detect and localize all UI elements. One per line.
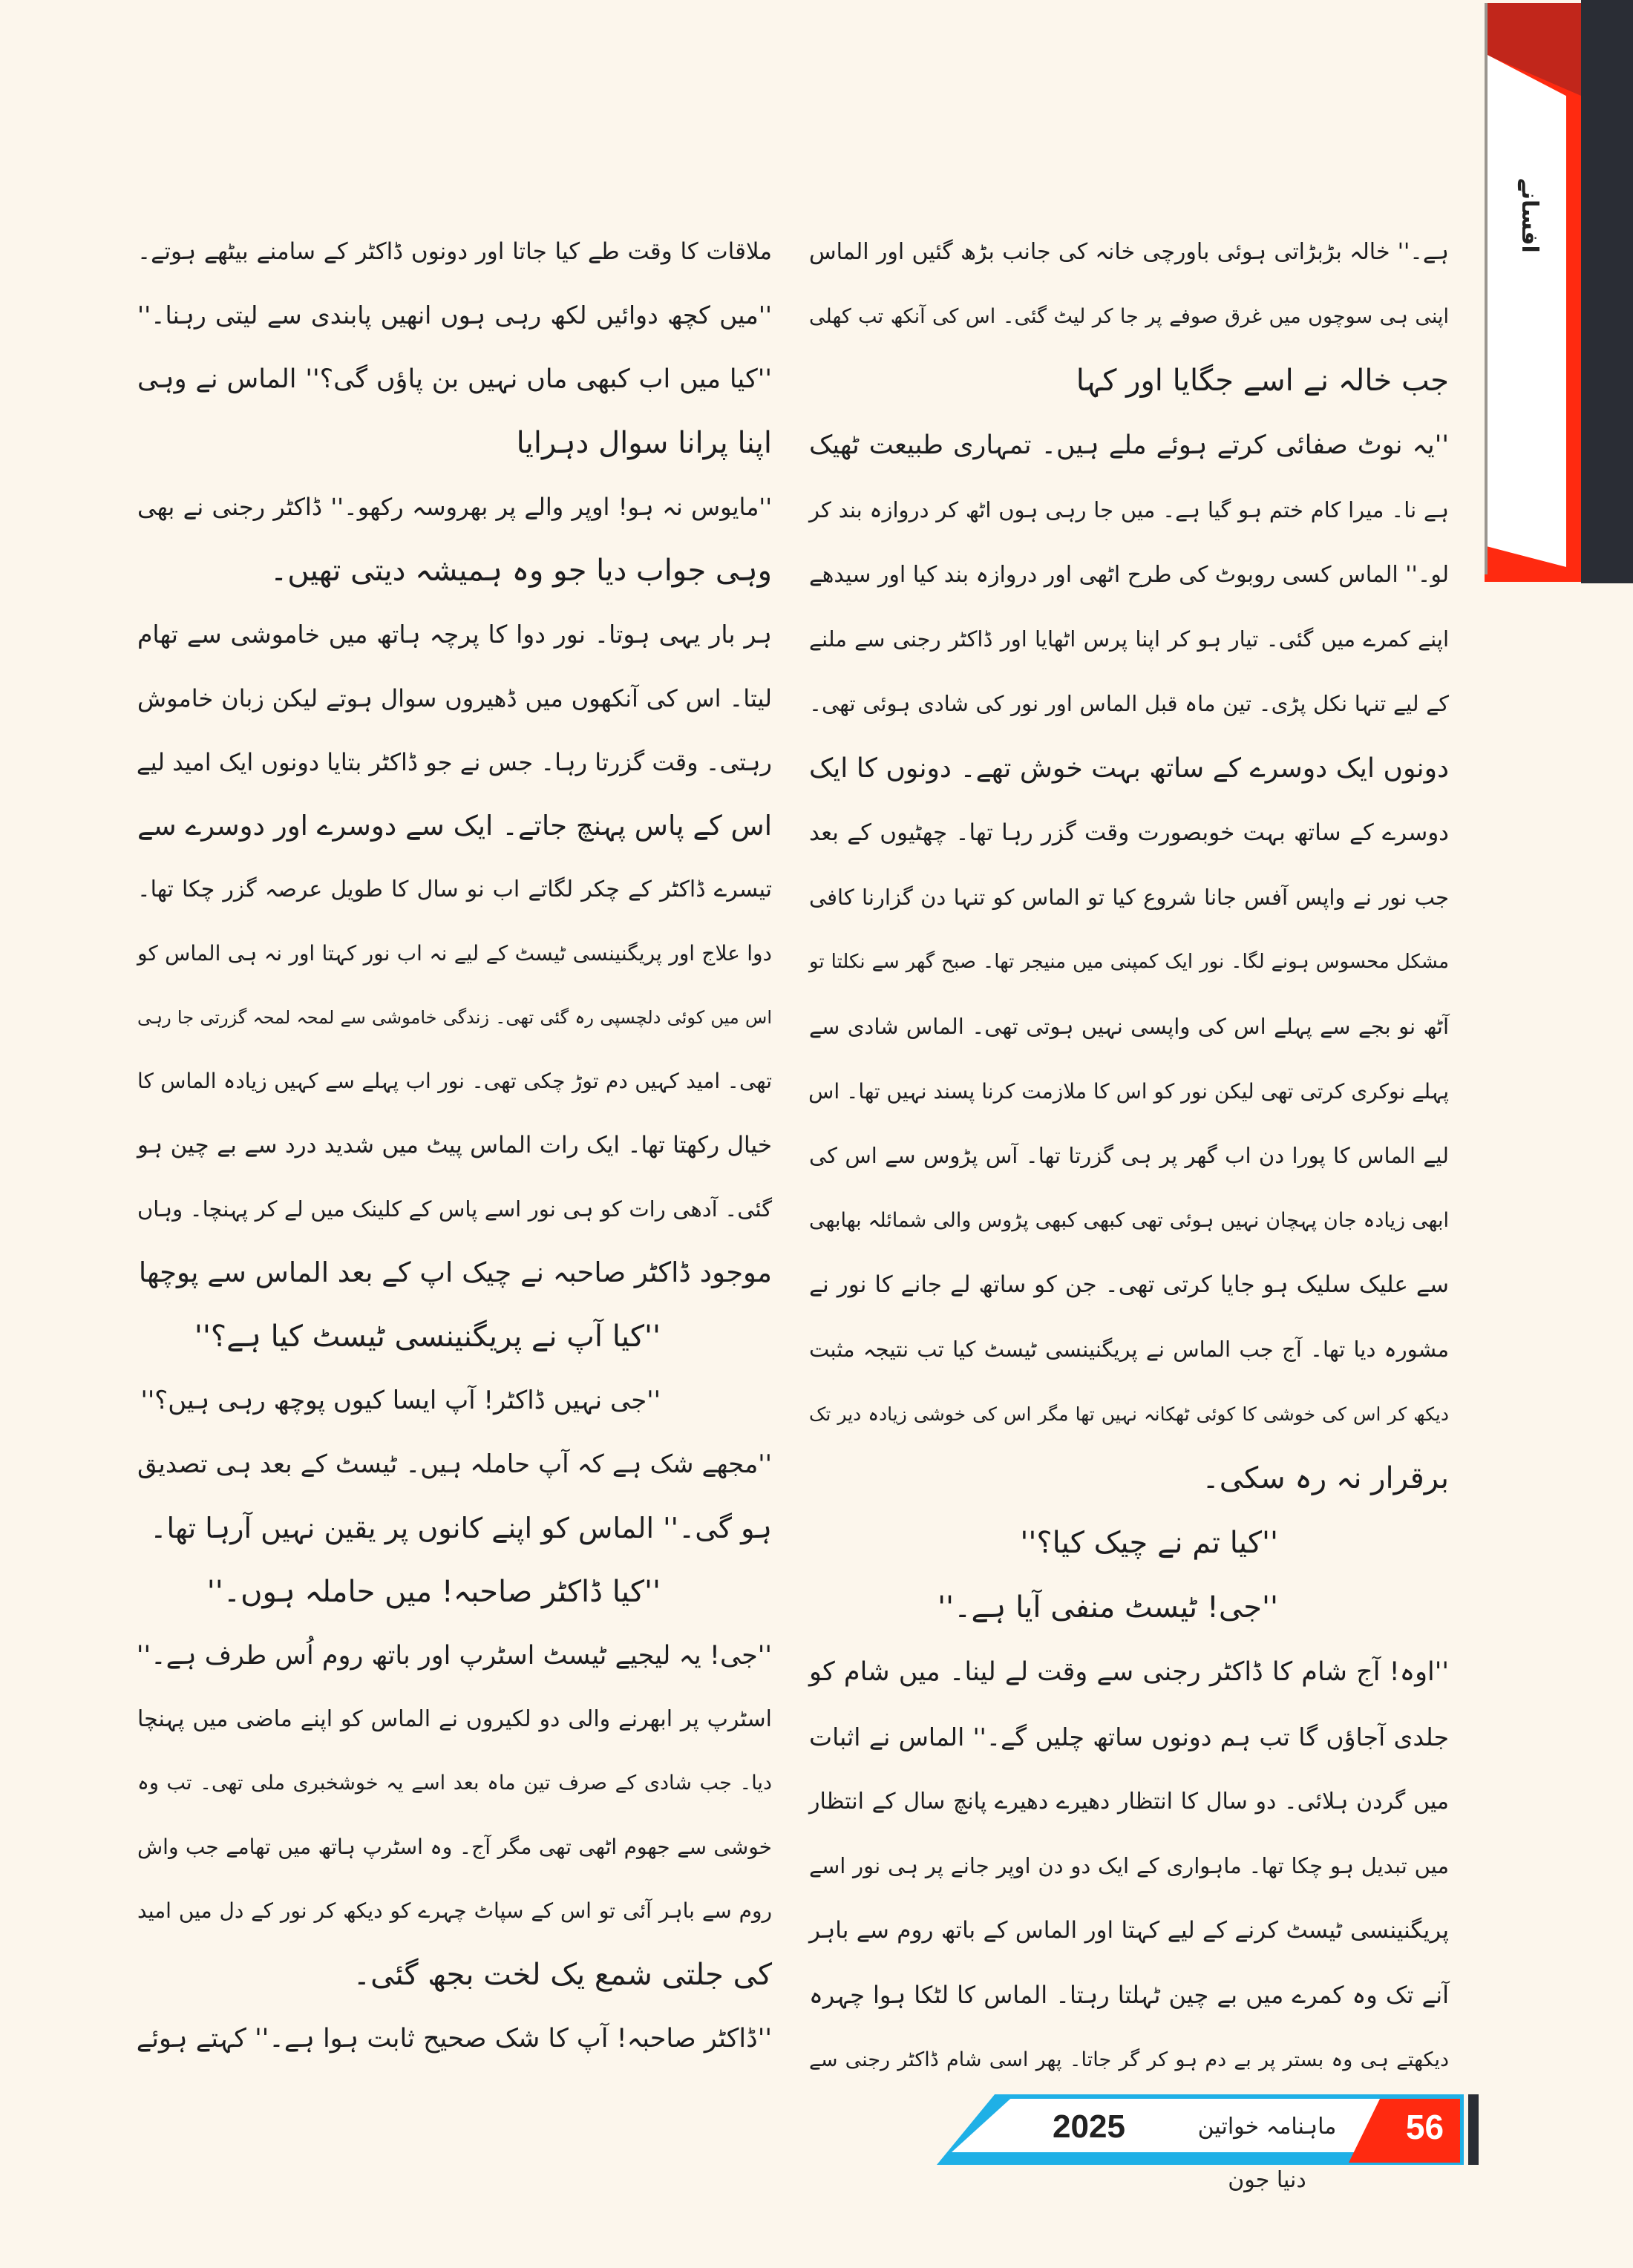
text-line: ہے۔'' خالہ بڑبڑاتی ہوئی باورچی خانہ کی جانب بڑھ گئیں اور الماس — [809, 239, 1449, 265]
text-line: ''مجھے شک ہے کہ آپ حاملہ ہیں۔ ٹیسٹ کے بعد ہی تصدیق — [137, 1449, 772, 1479]
text-column-right — [809, 220, 1449, 2092]
text-line: دیا۔ جب شادی کے صرف تین ماہ بعد اسے یہ خوشخبری ملی تھی۔ تب وہ — [137, 1772, 772, 1795]
text-line: جلدی آجاؤں گا تب ہم دونوں ساتھ چلیں گے۔'' الماس نے اثبات — [809, 1723, 1449, 1751]
text-column-left — [137, 220, 772, 2071]
text-line: ''یہ نوٹ صفائی کرتے ہوئے ملے ہیں۔ تمہاری طبیعت ٹھیک — [809, 430, 1449, 460]
text-line: سے علیک سلیک ہو جایا کرتی تھی۔ جن کو ساتھ لے جانے کا نور نے — [809, 1271, 1449, 1298]
text-line: ہو گی۔'' الماس کو اپنے کانوں پر یقین نہیں آرہا تھا۔ — [150, 1512, 772, 1544]
section-tab-panel — [1488, 55, 1566, 567]
text-line: رہتی۔ وقت گزرتا رہا۔ جس نے جو ڈاکٹر بتایا دونوں ایک امید لیے — [136, 748, 772, 776]
magazine-title: ماہنامہ خواتین دنیا جون — [1197, 2114, 1337, 2193]
text-line: لیتا۔ اس کی آنکھوں میں ڈھیروں سوال ہوتے لیکن زبان خاموش — [137, 684, 772, 712]
text-line: تھی۔ امید کہیں دم توڑ چکی تھی۔ نور اب پہلے سے کہیں زیادہ الماس کا — [137, 1069, 772, 1093]
text-line: دیکھ کر اس کی خوشی کا کوئی ٹھکانہ نہیں تھا مگر اس کی خوشی زیادہ دیر تک — [809, 1403, 1449, 1425]
text-line: پہلے نوکری کرتی تھی لیکن نور کو اس کا ملازمت کرنا پسند نہیں تھا۔ اس — [808, 1079, 1449, 1104]
text-line: روم سے باہر آئی تو اس کے سپاٹ چہرے کو دیکھ کر نور کے دل میں امید — [137, 1898, 772, 1923]
text-line: ''جی! ٹیسٹ منفی آیا ہے۔'' — [937, 1590, 1278, 1625]
text-line: خوشی سے جھوم اٹھی تھی مگر آج۔ وہ اسٹرپ ہاتھ میں تھامے جب واش — [137, 1835, 772, 1859]
text-line: ''میں کچھ دوائیں لکھ رہی ہوں انھیں پابندی سے لیتی رہنا۔'' — [137, 301, 772, 330]
text-line: اپنے کمرے میں گئی۔ تیار ہو کر اپنا پرس اٹھایا اور ڈاکٹر رجنی سے ملنے — [809, 626, 1449, 652]
page-footer — [937, 2094, 1479, 2193]
issue-year: 2025 — [1053, 2108, 1125, 2145]
text-line: وہی جواب دیا جو وہ ہمیشہ دیتی تھیں۔ — [269, 554, 772, 588]
text-line: آنے تک وہ کمرے میں بے چین ٹہلتا رہتا۔ الماس کا لٹکا ہوا چہرہ — [809, 1981, 1449, 2009]
text-line: میں گردن ہلائی۔ دو سال کا انتظار دھیرے دھیرے پانچ سال کے انتظار — [809, 1789, 1449, 1815]
text-line: دیکھتے ہی وہ بستر پر بے دم ہو کر گر جاتا۔ پھر اسی شام ڈاکٹر رجنی سے — [809, 2048, 1449, 2071]
text-line: ہر بار یہی ہوتا۔ نور دوا کا پرچہ ہاتھ میں خاموشی سے تھام — [137, 620, 772, 649]
text-line: خیال رکھتا تھا۔ ایک رات الماس پیٹ میں شدید درد سے بے چین ہو — [137, 1132, 772, 1158]
section-label — [1507, 178, 1551, 252]
section-tab-edge — [1485, 3, 1488, 574]
text-line: ''کیا ڈاکٹر صاحبہ! میں حاملہ ہوں۔'' — [206, 1575, 661, 1609]
text-line: ابھی زیادہ جان پہچان نہیں ہوئی تھی کبھی کبھی پڑوس والی شمائلہ بھابھی — [809, 1209, 1449, 1232]
text-line: ''ڈاکٹر صاحبہ! آپ کا شک صحیح ثابت ہوا ہے۔'' کہتے ہوئے — [136, 2024, 772, 2054]
text-line: دوسرے کے ساتھ بہت خوبصورت وقت گزر رہا تھا۔ چھٹیوں کے بعد — [809, 819, 1449, 846]
text-line: مشکل محسوس ہونے لگا۔ نور ایک کمپنی میں منیجر تھا۔ صبح گھر سے نکلتا تو — [809, 951, 1449, 973]
text-line: اس میں کوئی دلچسپی رہ گئی تھی۔ زندگی خاموشی سے لمحہ لمحہ گزرتی جا رہی — [137, 1007, 772, 1028]
text-line: جب نور نے واپس آفس جانا شروع کیا تو الماس کو تنہا دن گزارنا کافی — [809, 885, 1449, 910]
footer-dark-bar — [1468, 2094, 1479, 2165]
text-line: گئی۔ آدھی رات کو ہی نور اسے پاس کے کلینک میں لے کر پہنچا۔ وہاں — [137, 1196, 772, 1222]
text-line: دوا علاج اور پریگنینسی ٹیسٹ کے لیے نہ اب نور کہتا اور نہ ہی الماس کو — [137, 941, 772, 966]
text-line: ''جی نہیں ڈاکٹر! آپ ایسا کیوں پوچھ رہی ہیں؟'' — [140, 1386, 661, 1415]
text-line: جب خالہ نے اسے جگایا اور کہا — [1076, 364, 1449, 398]
text-line: ''مایوس نہ ہو! اوپر والے پر بھروسہ رکھو۔'' ڈاکٹر رجنی نے بھی — [137, 493, 772, 521]
text-line: برقرار نہ رہ سکی۔ — [1202, 1461, 1449, 1495]
section-label-text: افسانے — [1516, 177, 1542, 253]
text-line: ہے نا۔ میرا کام ختم ہو گیا ہے۔ میں جا رہی ہوں اٹھ کر دروازہ بند کر — [809, 497, 1449, 522]
text-line: موجود ڈاکٹر صاحبہ نے چیک اپ کے بعد الماس سے پوچھا — [138, 1256, 772, 1288]
page-number: 56 — [1405, 2108, 1444, 2146]
text-line: لو۔'' الماس کسی روبوٹ کی طرح اٹھی اور دروازہ بند کیا اور سیدھے — [809, 562, 1449, 588]
text-line: اپنا پرانا سوال دہرایا — [516, 426, 772, 460]
text-line: کی جلتی شمع یک لخت بجھ گئی۔ — [353, 1958, 772, 1992]
text-line: ''کیا میں اب کبھی ماں نہیں بن پاؤں گی؟'' الماس نے وہی — [137, 364, 772, 394]
text-line: ''کیا آپ نے پریگنینسی ٹیسٹ کیا ہے؟'' — [194, 1320, 661, 1354]
text-line: تیسرے ڈاکٹر کے چکر لگاتے اب نو سال کا طویل عرصہ گزر چکا تھا۔ — [137, 876, 772, 902]
text-line: مشورہ دیا تھا۔ آج جب الماس نے پریگنینسی ٹیسٹ کیا تب نتیجہ مثبت — [809, 1337, 1449, 1362]
text-line: ''کیا تم نے چیک کیا؟'' — [1020, 1526, 1278, 1560]
text-line: اس کے پاس پہنچ جاتے۔ ایک سے دوسرے اور دوسرے سے — [137, 810, 772, 842]
text-line: ملاقات کا وقت طے کیا جاتا اور دونوں ڈاکٹر کے سامنے بیٹھے ہوتے۔ — [137, 238, 772, 265]
text-line: پریگنینسی ٹیسٹ کرنے کے لیے کہتا اور الماس کے باتھ روم سے باہر — [809, 1917, 1449, 1944]
side-dark-bar — [1581, 0, 1633, 583]
text-line: میں تبدیل ہو چکا تھا۔ ماہواری کے ایک دو دن اوپر جانے پر ہی نور اسے — [809, 1853, 1449, 1878]
text-line: دونوں ایک دوسرے کے ساتھ بہت خوش تھے۔ دونوں کا ایک — [809, 753, 1449, 784]
text-line: اسٹرپ پر ابھرنے والی دو لکیروں نے الماس کو اپنے ماضی میں پہنچا — [137, 1706, 772, 1732]
text-line: اپنی ہی سوچوں میں غرق صوفے پر جا کر لیٹ گئی۔ اس کی آنکھ تب کھلی — [809, 305, 1449, 328]
text-line: آٹھ نو بجے سے پہلے اس کی واپسی نہیں ہوتی تھی۔ الماس شادی سے — [809, 1014, 1449, 1039]
text-line: کے لیے تنہا نکل پڑی۔ تین ماہ قبل الماس اور نور کی شادی ہوئی تھی۔ — [809, 691, 1449, 716]
text-line: ''اوہ! آج شام کا ڈاکٹر رجنی سے وقت لے لینا۔ میں شام کو — [809, 1657, 1449, 1687]
text-line: لیے الماس کا پورا دن اب گھر پر ہی گزرتا تھا۔ آس پڑوس سے اس کی — [809, 1143, 1449, 1168]
text-line: ''جی! یہ لیجیے ٹیسٹ اسٹرپ اور باتھ روم اُس طرف ہے۔'' — [136, 1641, 772, 1671]
section-tab — [1485, 3, 1581, 582]
